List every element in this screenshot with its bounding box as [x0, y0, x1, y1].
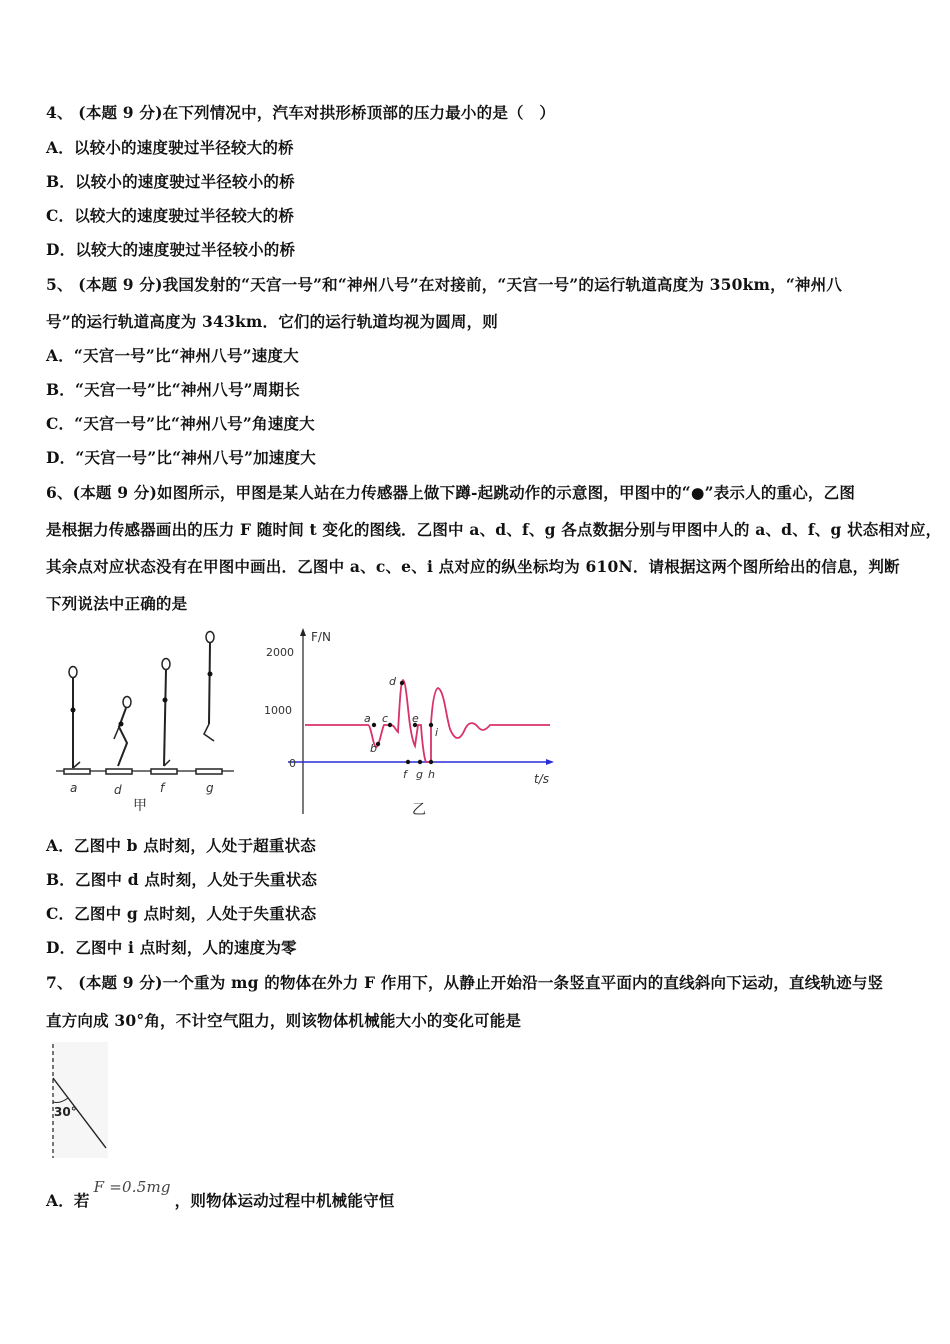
q7-option-a-suffix: ，则物体运动过程中机械能守恒	[174, 1191, 395, 1210]
yi-label-g: g	[416, 768, 423, 781]
q6-option-b: B．乙图中 d 点时刻，人处于失重状态	[46, 870, 318, 889]
jia-caption: 甲	[133, 798, 147, 814]
yi-label-e: e	[412, 712, 419, 725]
q7-option-a-prefix: A．若	[46, 1191, 90, 1210]
yi-x-label: t/s	[534, 772, 549, 786]
figure-jia	[56, 626, 241, 816]
jia-label-f: f	[160, 781, 165, 795]
q4-option-b: B．以较小的速度驶过半径较小的桥	[46, 172, 295, 191]
q6-option-a: A．乙图中 b 点时刻，人处于超重状态	[46, 836, 316, 855]
q6-stem-line2: 是根据力传感器画出的压力 F 随时间 t 变化的图线．乙图中 a、d、f、g 各点数据分别与甲图中人的 a、d、f、g 状态相对应，	[46, 520, 942, 539]
yi-label-i: i	[435, 726, 439, 739]
yi-tick-1000: 1000	[264, 704, 292, 717]
q4-option-c: C．以较大的速度驶过半径较大的桥	[46, 206, 295, 225]
yi-label-h: h	[428, 768, 435, 781]
q4-stem: 4、 (本题 9 分)在下列情况中，汽车对拱形桥顶部的压力最小的是（ ）	[46, 103, 556, 122]
yi-label-b: b	[370, 742, 377, 755]
q5-option-b: B．“天宫一号”比“神州八号”周期长	[46, 380, 300, 399]
yi-caption: 乙	[412, 802, 426, 818]
jia-label-g: g	[206, 781, 214, 795]
q5-option-d: D．“天宫一号”比“神州八号”加速度大	[46, 448, 316, 467]
yi-label-a: a	[364, 712, 371, 725]
q4-option-d: D．以较大的速度驶过半径较小的桥	[46, 240, 296, 259]
q7-option-a	[46, 1178, 395, 1211]
q5-stem-line1: 5、 (本题 9 分)我国发射的“天宫一号”和“神州八号”在对接前，“天宫一号”的运行轨道高度为 350km，“神州八	[46, 275, 843, 294]
yi-y-label: F/N	[311, 630, 331, 644]
figure-yi	[258, 626, 558, 820]
yi-label-f: f	[403, 768, 407, 781]
q5-option-c: C．“天宫一号”比“神州八号”角速度大	[46, 414, 315, 433]
jia-label-d: d	[114, 783, 122, 797]
q5-stem-line2: 号”的运行轨道高度为 343km．它们的运行轨道均视为圆周，则	[46, 312, 499, 331]
q6-option-d: D．乙图中 i 点时刻，人的速度为零	[46, 938, 297, 957]
figure-incline	[46, 1040, 110, 1162]
yi-label-d: d	[389, 675, 396, 688]
yi-tick-2000: 2000	[266, 646, 294, 659]
q4-option-a: A．以较小的速度驶过半径较大的桥	[46, 138, 294, 157]
incline-angle-label: 30°	[54, 1105, 77, 1119]
yi-tick-0: 0	[289, 757, 296, 770]
q6-stem-line1: 6、(本题 9 分)如图所示，甲图是某人站在力传感器上做下蹲-起跳动作的示意图，甲图中的“●”表示人的重心，乙图	[46, 483, 856, 502]
q6-stem-line3: 其余点对应状态没有在甲图中画出．乙图中 a、c、e、i 点对应的纵坐标均为 610N．请根据这两个图所给出的信息，判断	[46, 557, 900, 576]
q7-stem-line2: 直方向成 30°角，不计空气阻力，则该物体机械能大小的变化可能是	[46, 1011, 522, 1030]
q7-option-a-formula: F =0.5mg	[93, 1178, 171, 1196]
jia-label-a: a	[70, 781, 78, 795]
q6-option-c: C．乙图中 g 点时刻，人处于失重状态	[46, 904, 317, 923]
q6-stem-line4: 下列说法中正确的是	[46, 594, 188, 613]
q5-option-a: A．“天宫一号”比“神州八号”速度大	[46, 346, 299, 365]
q7-stem-line1: 7、 (本题 9 分)一个重为 mg 的物体在外力 F 作用下，从静止开始沿一条竖直平面内的直线斜向下运动，直线轨迹与竖	[46, 973, 884, 992]
yi-label-c: c	[382, 712, 389, 725]
